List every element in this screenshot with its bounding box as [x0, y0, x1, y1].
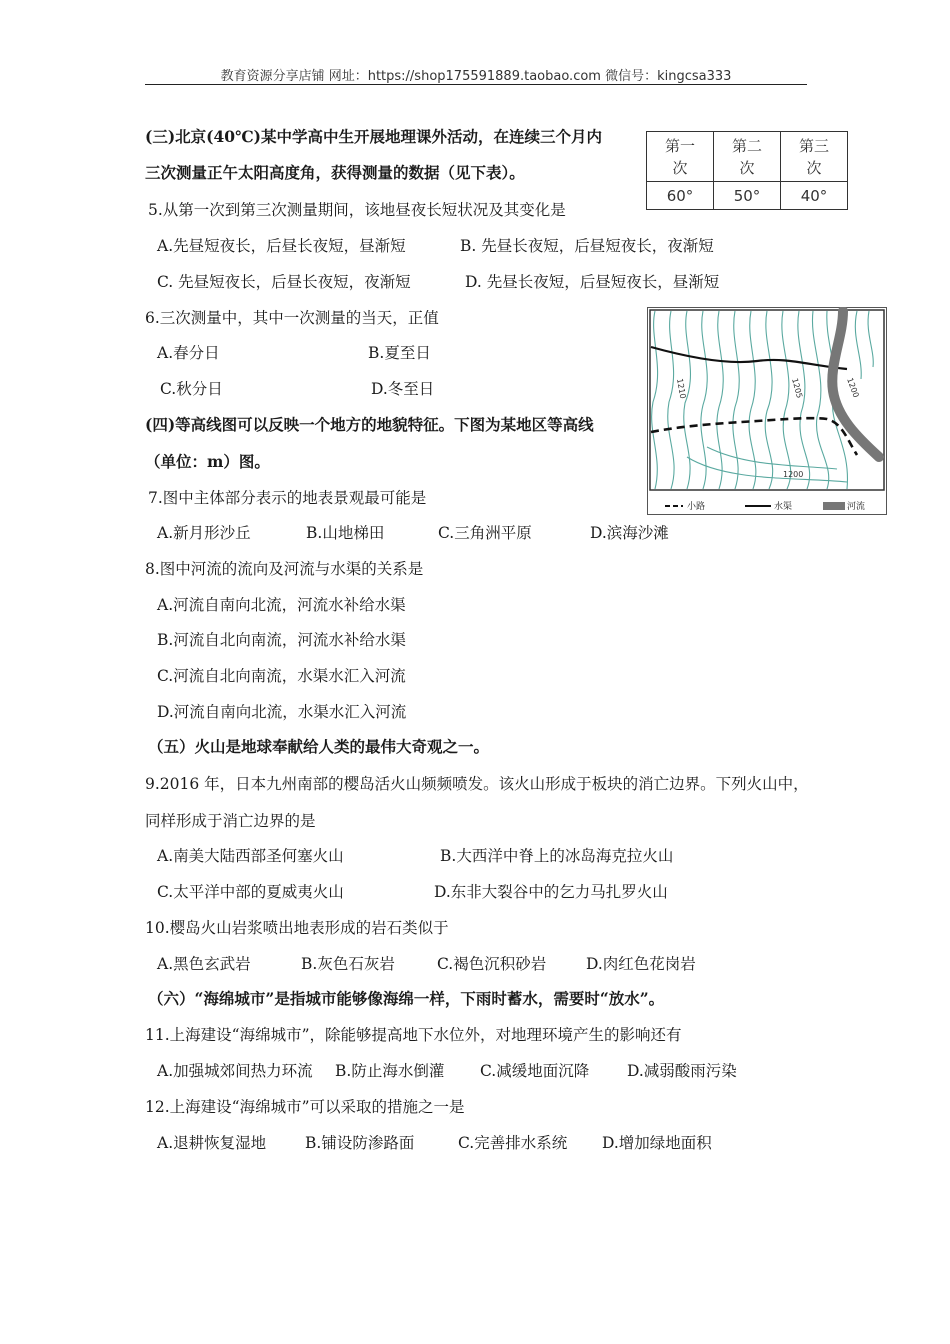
q9-option-d: D.东非大裂谷中的乞力马扎罗火山	[434, 883, 668, 901]
table-value-1: 60°	[647, 182, 714, 210]
table-header-3-text: 第三 次	[798, 136, 829, 177]
q5-option-a: A.先昼短夜长，后昼长夜短，昼渐短	[157, 237, 406, 255]
q10-option-b: B.灰色石灰岩	[301, 955, 395, 973]
q9-option-b: B.大西洋中脊上的冰岛海克拉火山	[440, 847, 674, 865]
q11-option-c: C.减缓地面沉降	[480, 1062, 590, 1080]
table-header-3	[781, 132, 848, 182]
q6-option-d: D.冬至日	[371, 380, 435, 398]
q8-option-b: B.河流自北向南流，河流水补给水渠	[157, 631, 406, 649]
q9-option-a: A.南美大陆西部圣何塞火山	[157, 847, 344, 865]
q10-option-d: D.肉红色花岗岩	[586, 955, 696, 973]
legend-path-label: 小路	[687, 502, 706, 512]
q6-option-c: C.秋分日	[160, 380, 223, 398]
legend-river-symbol	[823, 502, 845, 510]
q6-stem: 6.三次测量中，其中一次测量的当天，正值	[145, 309, 439, 327]
q11-option-a: A.加强城郊间热力环流	[157, 1062, 313, 1080]
q7-option-c: C.三角洲平原	[438, 524, 532, 542]
legend-river-label: 河流	[847, 502, 866, 512]
q8-option-a: A.河流自南向北流，河流水补给水渠	[157, 596, 406, 614]
q9-option-c: C.太平洋中部的夏威夷火山	[157, 883, 344, 901]
q5-option-b: B. 先昼长夜短，后昼短夜长，夜渐短	[460, 237, 714, 255]
q12-option-c: C.完善排水系统	[458, 1134, 568, 1152]
q11-option-d: D.减弱酸雨污染	[627, 1062, 737, 1080]
page-header: 教育资源分享店铺 网址：https://shop175591889.taobao.com 微信号：kingcsa333	[220, 69, 732, 84]
q12-option-a: A.退耕恢复湿地	[157, 1134, 267, 1152]
q10-option-c: C.褐色沉积砂岩	[437, 955, 547, 973]
section5-intro: （五）火山是地球奉献给人类的最伟大奇观之一。	[148, 737, 490, 756]
table-header-2	[714, 132, 781, 182]
q11-stem: 11.上海建设“海绵城市”，除能够提高地下水位外，对地理环境产生的影响还有	[145, 1026, 682, 1044]
q5-option-c: C. 先昼短夜长，后昼长夜短，夜渐短	[157, 273, 411, 291]
q7-option-a: A.新月形沙丘	[157, 524, 251, 542]
section3-intro-line2: 三次测量正午太阳高度角，获得测量的数据（见下表）。	[145, 163, 525, 182]
section6-intro: （六）“海绵城市”是指城市能够像海绵一样，下雨时蓄水，需要时“放水”。	[148, 989, 665, 1008]
section3-intro-line1: (三)北京(40℃)某中学高中生开展地理课外活动，在连续三个月内	[145, 127, 602, 146]
table-header-1-text: 第一 次	[664, 136, 695, 177]
table-header-1	[647, 132, 714, 182]
q9-stem-line1: 9.2016 年，日本九州南部的樱岛活火山频频喷发。该火山形成于板块的消亡边界。下列火山中，	[145, 775, 809, 793]
q10-option-a: A.黑色玄武岩	[157, 955, 251, 973]
q7-stem: 7.图中主体部分表示的地表景观最可能是	[148, 489, 427, 507]
q11-option-b: B.防止海水倒灌	[335, 1062, 445, 1080]
q12-option-b: B.铺设防渗路面	[305, 1134, 415, 1152]
section4-intro-line1: (四)等高线图可以反映一个地方的地貌特征。下图为某地区等高线	[145, 415, 594, 434]
table-value-3: 40°	[781, 182, 848, 210]
q9-stem-line2: 同样形成于消亡边界的是	[145, 812, 316, 830]
q5-option-d: D. 先昼长夜短，后昼短夜长，昼渐短	[465, 273, 720, 291]
q10-stem: 10.樱岛火山岩浆喷出地表形成的岩石类似于	[145, 919, 449, 937]
q8-stem: 8.图中河流的流向及河流与水渠的关系是	[145, 560, 424, 578]
contour-label-2: 1205	[790, 377, 805, 400]
q6-option-a: A.春分日	[157, 344, 220, 362]
table-header-2-text: 第二 次	[731, 136, 762, 177]
q5-stem: 5.从第一次到第三次测量期间，该地昼夜长短状况及其变化是	[148, 201, 566, 219]
q6-option-b: B.夏至日	[368, 344, 431, 362]
section4-intro-line2: （单位：m）图。	[145, 452, 270, 471]
q7-option-b: B.山地梯田	[306, 524, 385, 542]
contour-map	[647, 307, 887, 515]
legend-canal-label: 水渠	[774, 502, 793, 512]
q8-option-c: C.河流自北向南流，水渠水汇入河流	[157, 667, 406, 685]
contour-label-4: 1200	[783, 470, 804, 479]
header-rule	[145, 84, 807, 85]
measurement-table	[646, 131, 848, 210]
table-value-2: 50°	[714, 182, 781, 210]
contour-label-1: 1210	[675, 377, 688, 400]
q12-stem: 12.上海建设“海绵城市”可以采取的措施之一是	[145, 1098, 465, 1116]
q7-option-d: D.滨海沙滩	[590, 524, 669, 542]
q8-option-d: D.河流自南向北流，水渠水汇入河流	[157, 703, 407, 721]
q12-option-d: D.增加绿地面积	[602, 1134, 712, 1152]
contour-label-3: 1200	[845, 376, 861, 399]
